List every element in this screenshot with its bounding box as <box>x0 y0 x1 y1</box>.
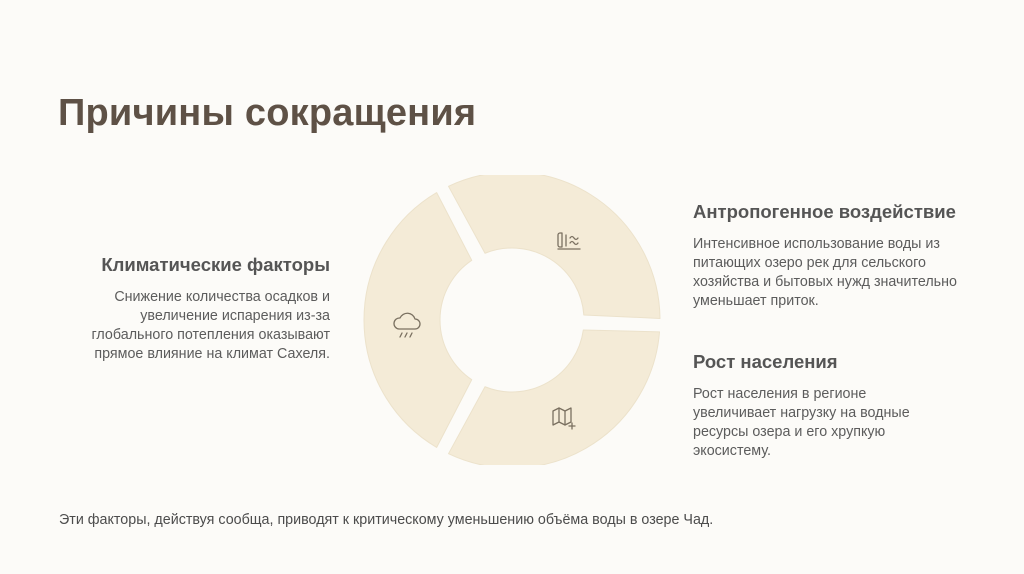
population-heading: Рост населения <box>693 351 838 372</box>
population-text: Рост населения в регионе увеличивает нагрузку на водные ресурсы озера и его хрупкую экосистему. <box>693 386 910 459</box>
cycle-diagram-svg <box>352 175 672 465</box>
slide-title: Причины сокращения <box>58 92 477 134</box>
segment-anthropogenic <box>449 175 660 318</box>
segment-population <box>449 330 660 465</box>
anthropogenic-block <box>693 201 993 311</box>
climate-factors-heading: Климатические факторы <box>101 254 330 275</box>
cycle-diagram <box>352 175 672 465</box>
climate-factors-text: Снижение количества осадков и увеличение испарения из-за глобального потепления оказывают прямое влияние на климат Сахеля. <box>91 289 330 362</box>
climate-factors-block <box>80 254 330 364</box>
anthropogenic-heading: Антропогенное воздействие <box>693 201 956 222</box>
footer-summary: Эти факторы, действуя сообща, приводят к критическому уменьшению объёма воды в озере Чад. <box>59 512 714 528</box>
population-block <box>693 351 993 461</box>
anthropogenic-text: Интенсивное использование воды из питающих озеро рек для сельского хозяйства и бытовых нужд значительно уменьшает приток. <box>693 236 957 309</box>
